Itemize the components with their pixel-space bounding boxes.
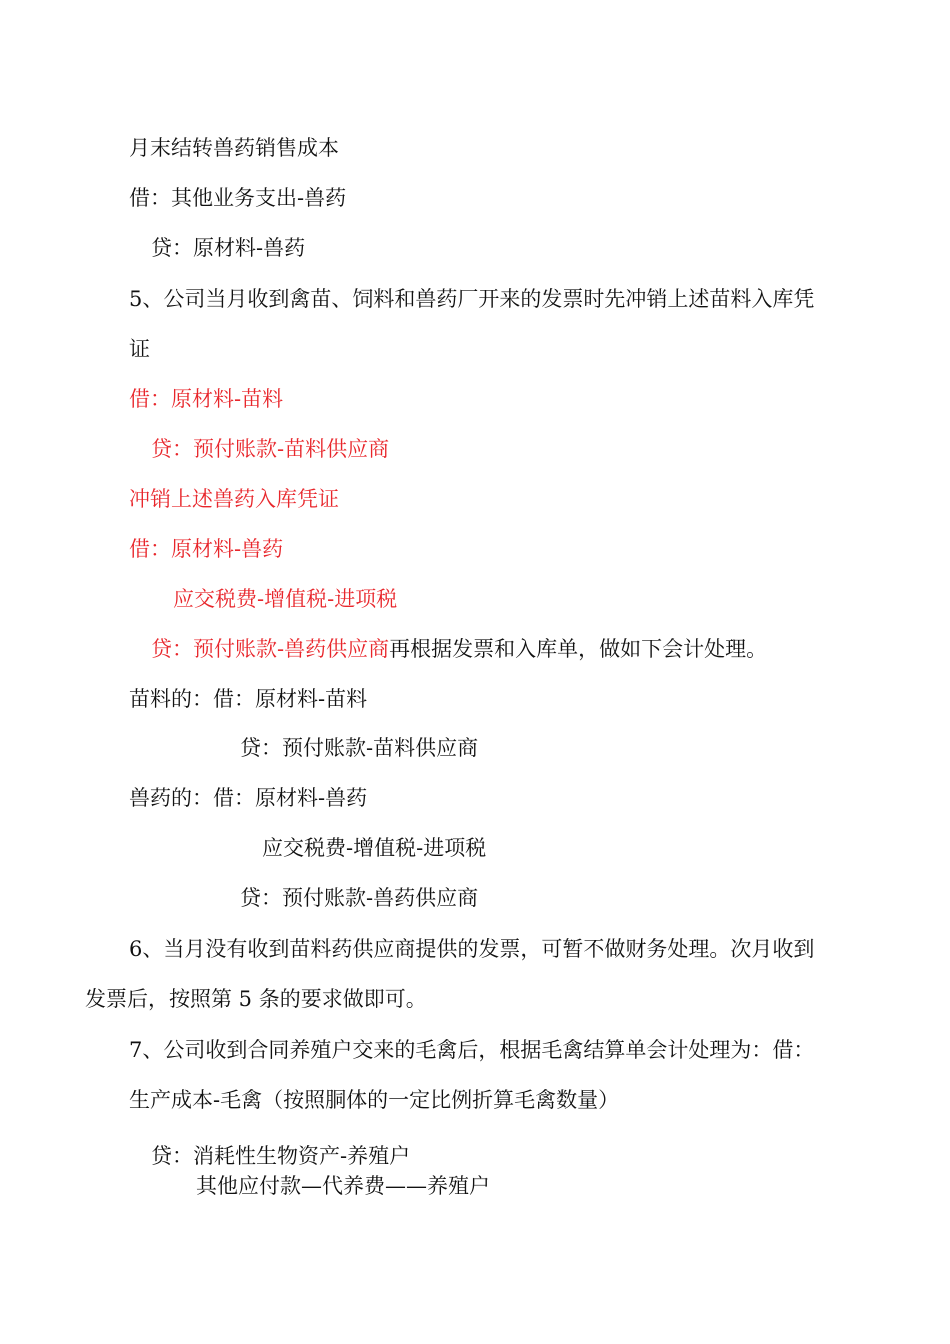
red-text-credit-prepaid-vet: 贷：预付账款-兽药供应商 [151, 637, 390, 661]
text-reprocess-instruction: 再根据发票和入库单，做如下会计处理。 [389, 637, 768, 661]
text-line-credit-prepaid-feed: 贷：预付账款-苗料供应商 [151, 437, 390, 461]
text-line-debit-raw-material-feed: 借：原材料-苗料 [129, 387, 284, 411]
text-line-credit-prepaid-vet-mixed [151, 635, 767, 663]
text-line-vet-vat: 应交税费-增值税-进项税 [262, 836, 487, 860]
text-line-item-6-continued: 发票后，按照第 5 条的要求做即可。 [85, 987, 427, 1011]
text-line-item-6: 6、当月没有收到苗料药供应商提供的发票，可暂不做财务处理。次月收到 [129, 937, 815, 961]
text-line-month-end-transfer: 月末结转兽药销售成本 [129, 136, 339, 160]
text-line-vet-debit: 兽药的：借：原材料-兽药 [129, 786, 368, 810]
text-line-reverse-vet-voucher: 冲销上述兽药入库凭证 [129, 487, 339, 511]
text-line-debit-other-expense: 借：其他业务支出-兽药 [129, 186, 347, 210]
text-line-item-5: 5、公司当月收到禽苗、饲料和兽药厂开来的发票时先冲销上述苗料入库凭 [129, 287, 815, 311]
text-line-item-7-continued: 生产成本-毛禽（按照胴体的一定比例折算毛禽数量） [129, 1088, 620, 1112]
text-line-credit-raw-material-vet: 贷：原材料-兽药 [151, 236, 306, 260]
text-line-credit-biological-assets: 贷：消耗性生物资产-养殖户 [151, 1144, 411, 1168]
text-line-item-5-continued: 证 [129, 337, 150, 361]
text-line-vat-input-red: 应交税费-增值税-进项税 [173, 587, 398, 611]
text-line-debit-raw-material-vet-red: 借：原材料-兽药 [129, 537, 284, 561]
text-line-feed-debit: 苗料的：借：原材料-苗料 [129, 687, 368, 711]
text-line-other-payables: 其他应付款—代养费——养殖户 [196, 1174, 490, 1198]
text-line-feed-credit: 贷：预付账款-苗料供应商 [240, 736, 479, 760]
text-line-item-7: 7、公司收到合同养殖户交来的毛禽后，根据毛禽结算单会计处理为：借： [129, 1038, 815, 1062]
text-line-vet-credit: 贷：预付账款-兽药供应商 [240, 886, 479, 910]
